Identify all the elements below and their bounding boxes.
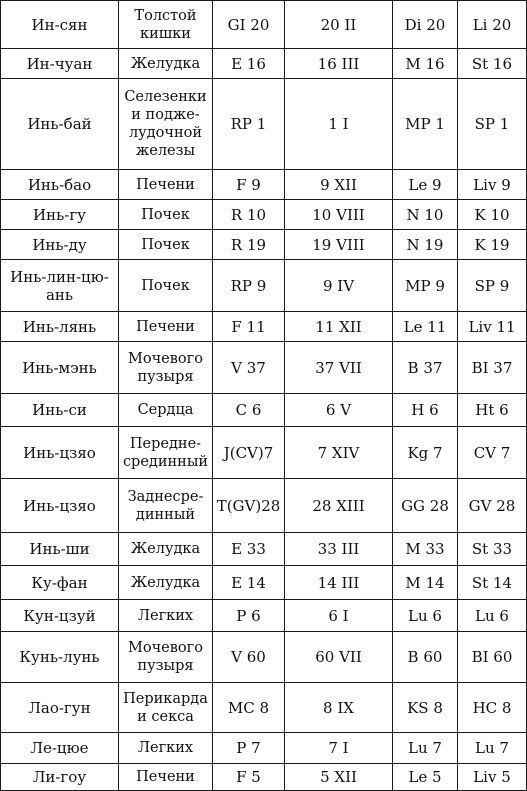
- code-cell-3: Lu 6: [393, 600, 458, 632]
- code-cell-2: 19 VIII: [285, 230, 393, 260]
- code-cell-4: SP 1: [458, 79, 527, 170]
- meridian-line: Легких: [137, 607, 194, 624]
- point-name-line: Ку-фан: [31, 573, 88, 592]
- code-cell-1: F 5: [213, 764, 285, 791]
- table-row: [1, 566, 527, 600]
- point-name-line: Инь-лин-цю-: [10, 267, 109, 286]
- table-row: [1, 533, 527, 566]
- code-cell-4: Ht 6: [458, 394, 527, 427]
- point-name-cell: [1, 394, 119, 427]
- table-row: [1, 683, 527, 733]
- code-cell-3: M 14: [393, 566, 458, 600]
- table-row: [1, 49, 527, 79]
- point-name-line: Ин-сян: [31, 15, 88, 34]
- code-cell-4: K 19: [458, 230, 527, 260]
- code-cell-3: Le 9: [393, 170, 458, 200]
- table-row: [1, 479, 527, 533]
- meridian-line: кишки: [140, 25, 191, 42]
- code-cell-1: V 60: [213, 632, 285, 683]
- meridian-cell: [119, 566, 213, 600]
- point-name-cell: [1, 733, 119, 764]
- table-row: [1, 764, 527, 791]
- meridian-line: Перикарда: [123, 690, 208, 707]
- meridian-cell: [119, 683, 213, 733]
- table-row: [1, 200, 527, 230]
- code-cell-4: St 33: [458, 533, 527, 566]
- code-cell-4: BI 60: [458, 632, 527, 683]
- acupoint-table-body: [1, 1, 527, 791]
- point-name-cell: [1, 632, 119, 683]
- code-cell-4: BI 37: [458, 342, 527, 394]
- code-cell-2: 9 XII: [285, 170, 393, 200]
- point-name-cell: [1, 312, 119, 342]
- code-cell-2: 16 III: [285, 49, 393, 79]
- meridian-cell: [119, 427, 213, 479]
- meridian-line: железы: [135, 143, 196, 159]
- point-name-line: Кун-цзуй: [23, 606, 96, 625]
- meridian-line: Мочевого: [128, 350, 203, 367]
- meridian-cell: [119, 312, 213, 342]
- point-name-line: ань: [45, 285, 74, 304]
- code-cell-3: M 33: [393, 533, 458, 566]
- code-cell-1: J(CV)7: [213, 427, 285, 479]
- code-cell-2: 1 I: [285, 79, 393, 170]
- meridian-cell: [119, 479, 213, 533]
- point-name-line: Инь-цзяо: [23, 496, 96, 515]
- meridian-line: Почек: [141, 236, 190, 253]
- point-name-line: Лао-гун: [28, 698, 91, 717]
- code-cell-1: F 9: [213, 170, 285, 200]
- code-cell-2: 8 IX: [285, 683, 393, 733]
- code-cell-4: CV 7: [458, 427, 527, 479]
- meridian-line: Сердца: [137, 402, 194, 418]
- code-cell-3: N 10: [393, 200, 458, 230]
- code-cell-2: 9 IV: [285, 260, 393, 312]
- code-cell-4: Liv 9: [458, 170, 527, 200]
- code-cell-2: 33 III: [285, 533, 393, 566]
- meridian-cell: [119, 733, 213, 764]
- code-cell-1: MC 8: [213, 683, 285, 733]
- code-cell-1: E 14: [213, 566, 285, 600]
- point-name-cell: [1, 683, 119, 733]
- meridian-line: Печени: [136, 769, 195, 785]
- code-cell-4: Lu 7: [458, 733, 527, 764]
- meridian-cell: [119, 230, 213, 260]
- meridian-cell: [119, 342, 213, 394]
- code-cell-3: Di 20: [393, 1, 458, 49]
- code-cell-4: St 14: [458, 566, 527, 600]
- code-cell-2: 6 I: [285, 600, 393, 632]
- code-cell-1: R 19: [213, 230, 285, 260]
- code-cell-3: N 19: [393, 230, 458, 260]
- code-cell-3: H 6: [393, 394, 458, 427]
- code-cell-4: Liv 5: [458, 764, 527, 791]
- point-name-cell: [1, 764, 119, 791]
- code-cell-3: KS 8: [393, 683, 458, 733]
- meridian-cell: [119, 600, 213, 632]
- point-name-line: Инь-ду: [32, 235, 87, 254]
- code-cell-4: Li 20: [458, 1, 527, 49]
- code-cell-2: 5 XII: [285, 764, 393, 791]
- table-row: [1, 342, 527, 394]
- point-name-line: Ин-чуан: [26, 54, 93, 73]
- point-name-cell: [1, 1, 119, 49]
- table-row: [1, 79, 527, 170]
- code-cell-3: Le 5: [393, 764, 458, 791]
- code-cell-2: 7 XIV: [285, 427, 393, 479]
- code-cell-3: MP 1: [393, 79, 458, 170]
- code-cell-2: 20 II: [285, 1, 393, 49]
- meridian-cell: [119, 260, 213, 312]
- meridian-cell: [119, 49, 213, 79]
- code-cell-3: B 37: [393, 342, 458, 394]
- code-cell-1: E 33: [213, 533, 285, 566]
- table-row: [1, 312, 527, 342]
- code-cell-1: E 16: [213, 49, 285, 79]
- code-cell-1: C 6: [213, 394, 285, 427]
- point-name-cell: [1, 600, 119, 632]
- point-name-line: Инь-бао: [27, 175, 92, 194]
- code-cell-2: 6 V: [285, 394, 393, 427]
- code-cell-1: T(GV)28: [213, 479, 285, 533]
- point-name-line: Ли-гоу: [32, 768, 87, 786]
- code-cell-3: B 60: [393, 632, 458, 683]
- table-row: [1, 230, 527, 260]
- meridian-line: Желудка: [130, 574, 201, 591]
- point-name-cell: [1, 79, 119, 170]
- meridian-cell: [119, 1, 213, 49]
- code-cell-4: St 16: [458, 49, 527, 79]
- code-cell-3: GG 28: [393, 479, 458, 533]
- code-cell-4: GV 28: [458, 479, 527, 533]
- point-name-cell: [1, 230, 119, 260]
- meridian-cell: [119, 632, 213, 683]
- point-name-line: Инь-мэнь: [22, 358, 97, 377]
- code-cell-4: SP 9: [458, 260, 527, 312]
- point-name-cell: [1, 479, 119, 533]
- table-row: [1, 260, 527, 312]
- meridian-cell: [119, 394, 213, 427]
- point-name-line: Ле-цюе: [30, 739, 89, 757]
- code-cell-4: Liv 11: [458, 312, 527, 342]
- code-cell-4: Lu 6: [458, 600, 527, 632]
- point-name-cell: [1, 200, 119, 230]
- code-cell-2: 37 VII: [285, 342, 393, 394]
- point-name-line: Инь-си: [32, 401, 87, 419]
- meridian-line: Толстой: [134, 7, 197, 24]
- meridian-line: Заднесре-: [127, 488, 204, 505]
- point-name-cell: [1, 260, 119, 312]
- point-name-cell: [1, 533, 119, 566]
- code-cell-3: Kg 7: [393, 427, 458, 479]
- meridian-cell: [119, 533, 213, 566]
- code-cell-1: RP 1: [213, 79, 285, 170]
- code-cell-4: K 10: [458, 200, 527, 230]
- table-row: [1, 600, 527, 632]
- code-cell-1: P 6: [213, 600, 285, 632]
- code-cell-3: M 16: [393, 49, 458, 79]
- point-name-line: Инь-ши: [29, 540, 90, 558]
- meridian-line: Мочевого: [128, 640, 203, 656]
- code-cell-3: Lu 7: [393, 733, 458, 764]
- code-cell-3: Le 11: [393, 312, 458, 342]
- table-row: [1, 733, 527, 764]
- code-cell-2: 11 XII: [285, 312, 393, 342]
- point-name-line: Кунь-лунь: [19, 648, 100, 666]
- meridian-cell: [119, 79, 213, 170]
- meridian-line: Почек: [141, 206, 190, 223]
- meridian-line: Почек: [141, 277, 190, 294]
- meridian-line: Легких: [137, 740, 194, 756]
- code-cell-1: RP 9: [213, 260, 285, 312]
- meridian-line: лудочной: [128, 125, 203, 141]
- point-name-line: Инь-гу: [33, 205, 86, 224]
- code-cell-1: F 11: [213, 312, 285, 342]
- table-row: [1, 427, 527, 479]
- code-cell-3: MP 9: [393, 260, 458, 312]
- point-name-line: Инь-бай: [27, 115, 92, 133]
- point-name-line: Инь-лянь: [22, 317, 97, 336]
- table-row: [1, 632, 527, 683]
- meridian-cell: [119, 170, 213, 200]
- meridian-line: динный: [135, 506, 196, 523]
- code-cell-2: 60 VII: [285, 632, 393, 683]
- point-name-cell: [1, 49, 119, 79]
- meridian-line: Желудка: [130, 541, 201, 557]
- code-cell-2: 7 I: [285, 733, 393, 764]
- meridian-cell: [119, 764, 213, 791]
- table-row: [1, 170, 527, 200]
- meridian-line: Желудка: [130, 55, 201, 72]
- table-row: [1, 1, 527, 49]
- code-cell-2: 10 VIII: [285, 200, 393, 230]
- meridian-line: Передне-: [129, 435, 202, 452]
- point-name-cell: [1, 566, 119, 600]
- meridian-cell: [119, 200, 213, 230]
- point-name-cell: [1, 170, 119, 200]
- meridian-line: пузыря: [137, 658, 194, 674]
- code-cell-2: 14 III: [285, 566, 393, 600]
- code-cell-1: V 37: [213, 342, 285, 394]
- code-cell-2: 28 XIII: [285, 479, 393, 533]
- meridian-line: и подже-: [131, 107, 200, 123]
- code-cell-1: R 10: [213, 200, 285, 230]
- point-name-line: Инь-цзяо: [23, 443, 96, 462]
- meridian-line: Печени: [136, 176, 195, 193]
- meridian-line: и секса: [137, 708, 194, 725]
- point-name-cell: [1, 427, 119, 479]
- table-row: [1, 394, 527, 427]
- code-cell-1: P 7: [213, 733, 285, 764]
- point-name-cell: [1, 342, 119, 394]
- meridian-line: Селезенки: [124, 89, 207, 105]
- meridian-line: пузыря: [137, 368, 194, 385]
- meridian-line: Печени: [136, 318, 195, 335]
- code-cell-4: HC 8: [458, 683, 527, 733]
- meridian-line: срединный: [122, 453, 209, 470]
- code-cell-1: GI 20: [213, 1, 285, 49]
